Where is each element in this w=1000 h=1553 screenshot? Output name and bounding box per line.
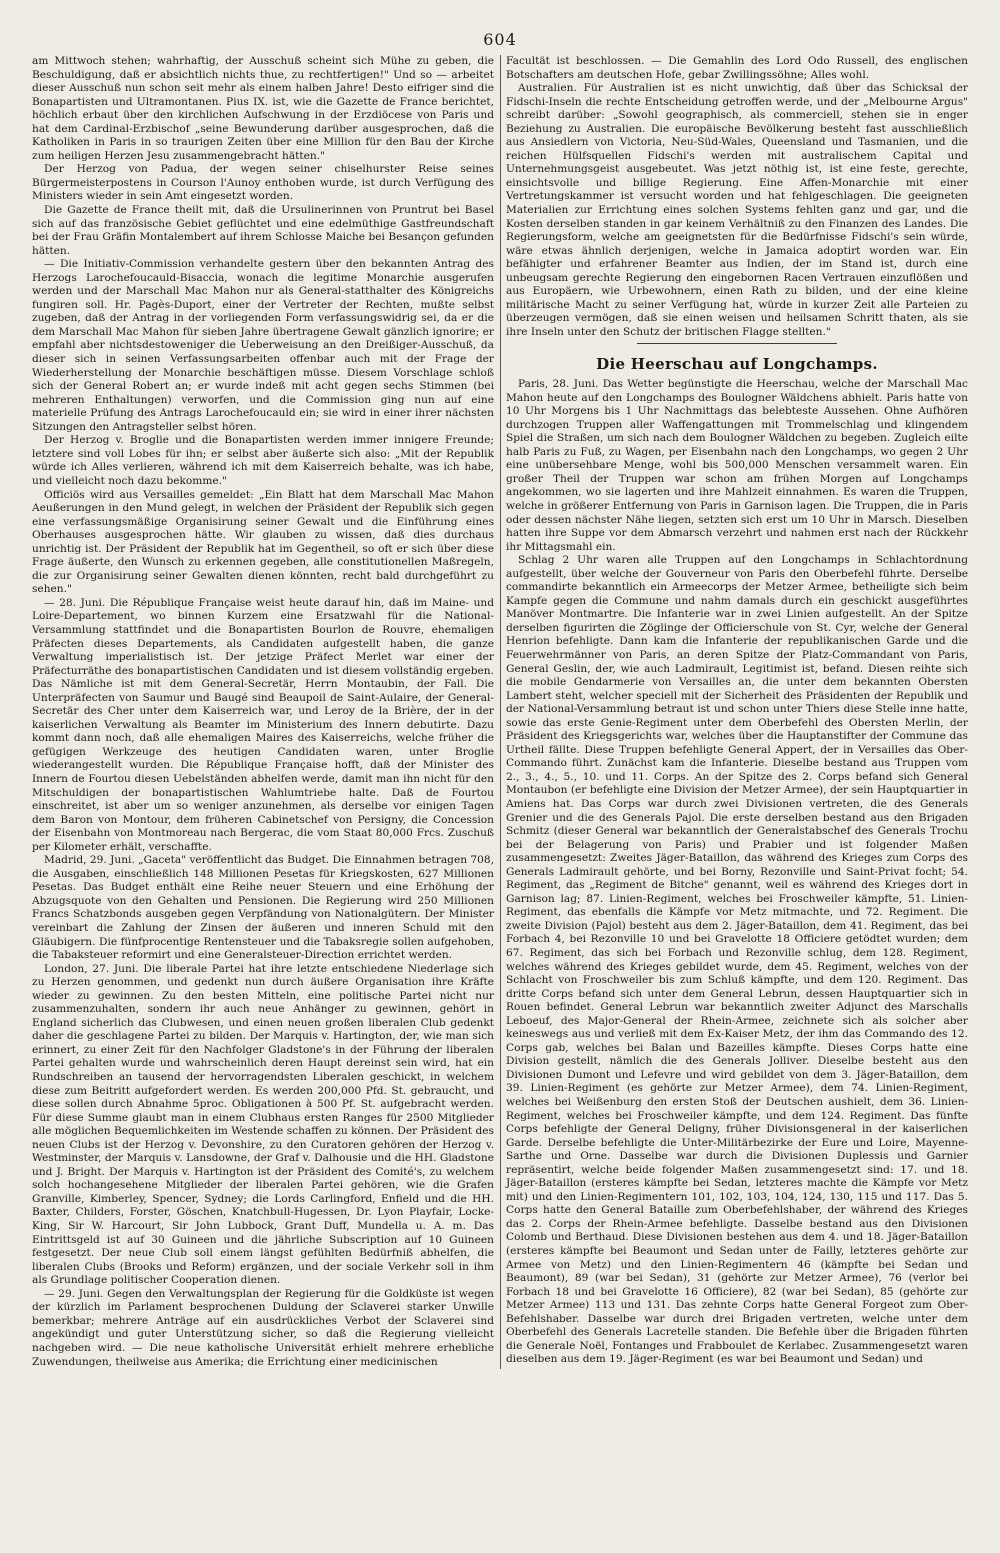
- column-rule: [500, 55, 501, 1369]
- paragraph: Die Gazette de France theilt mit, daß die Ursulinerinnen von Pruntrut bei Basel sich auf das französische Gebiet geflüchtet und eine edelmüthige Gastfreundschaft bei der Frau Gräfin Montalembert auf ihrem Schlosse Maiche bei Besançon gefunden hätten.: [32, 204, 494, 257]
- left-column: [32, 55, 494, 1369]
- paragraph: Paris, 28. Juni. Das Wetter begünstigte die Heerschau, welche der Marschall Mac Mahon heute auf den Longchamps des Boulogner Wäldchens abhielt. Paris hatte von 10 Uhr Morgens bis 1 Uhr Nachmittags das belebteste Aussehen. Ohne Aufhören durchzogen Truppen aller Waffengattungen mit Trommelschlag und klingendem Spiel die Straßen, um sich nach dem Boulogner Wäldchen zu begeben. Zugleich eilte halb Paris zu Fuß, zu Wagen, per Eisenbahn nach den Longchamps, wo gegen 2 Uhr eine unübersehbare Menge, wohl bis 500,000 Menschen versammelt waren. Ein großer Theil der Truppen war schon am frühen Morgen auf Longchamps angekommen, wo sie lagerten und ihre Mahlzeit einnahmen. Es waren die Truppen, welche in größerer Entfernung von Paris in Garnison lagen. Die Truppen, die in Paris oder dessen nächster Nähe liegen, setzten sich erst um 10 Uhr in Marsch. Dieselben hatten ihre Suppe vor dem Abmarsch verzehrt und nahmen erst nach der Rückkehr ihr Mittagsmahl ein.: [506, 378, 968, 553]
- paragraph: — 28. Juni. Die République Française weist heute darauf hin, daß im Maine- und Loire-Departement, wo binnen Kurzem eine Ersatzwahl für die National-Versammlung stattfindet und die Bonapartisten Bourlon de Rouvre, ehemaligen Präfecten dieses Departements, als Candidaten aufgestellt haben, die ganze Verwaltung imperialistisch ist. Der jetzige Präfect Merlet war einer der Präfecturräthe des bonapartistischen Candidaten und ist diesem vollständig ergeben. Das Nämliche ist mit dem General-Secretär, Herrn Montaubin, der Fall. Die Unterpräfecten von Saumur und Baugé sind Beaupoil de Saint-Aulaire, der General-Secretär des Cher unter dem Kaiserreich war, und Leroy de la Brière, der in der kaiserlichen Verwaltung als Beamter im Ministerium des Innern debutirte. Dazu kommt dann noch, daß alle ehemaligen Maires des Kaiserreichs, welche früher die gefügigen Werkzeuge des heutigen Candidaten waren, unter Broglie wiederangestellt wurden. Die République Française hofft, daß der Minister des Innern de Fourtou diesen Uebelständen abhelfen werde, damit man ihn nicht für den Mitschuldigen der bonapartistischen Wahlumtriebe halte. Daß de Fourtou einschreitet, ist aber um so weniger anzunehmen, als derselbe vor einigen Tagen dem Baron von Montour, dem früheren Cabinetschef von Persigny, die Concession der Eisenbahn von Montmoreau nach Bergerac, die vom Staat 80,000 Frcs. Zuschuß per Kilometer erhält, verschaffte.: [32, 596, 494, 853]
- paragraph: Schlag 2 Uhr waren alle Truppen auf den Longchamps in Schlachtordnung aufgestellt, über welche der Gouverneur von Paris den Oberbefehl führte. Derselbe commandirte bekanntlich ein Armeecorps der Metzer Armee, betheiligte sich beim Kampfe gegen die Commune und nahm damals durch ein geschickt ausgeführtes Manöver Montmartre. Die Infanterie war in zwei Linien aufgestellt. An der Spitze derselben figurirten die Zöglinge der Officierschule von St. Cyr, welche der General Henrion befehligte. Dann kam die Infanterie der republikanischen Garde und die Feuerwehrmänner von Paris, an deren Spitze der Platz-Commandant von Paris, General Geslin, der, wie auch Ladmirault, Legitimist ist, befand. Diesen reihte sich die mobile Gendarmerie von Versailles an, die unter dem bekannten Obersten Lambert steht, welcher speciell mit der Sicherheit des Präsidenten der Republik und der National-Versammlung betraut ist und schon unter Thiers diese Stelle inne hatte, sowie das erste Genie-Regiment unter dem Oberbefehl des Obersten Merlin, der Präsident des Kriegsgerichts war, welches über die Hauptanstifter der Commune das Urtheil fällte. Diese Truppen befehligte General Appert, der in Versailles das Ober-Commando führt. Zunächst kam die Infanterie. Dieselbe bestand aus Truppen vom 2., 3., 4., 5., 10. und 11. Corps. An der Spitze des 2. Corps befand sich General Montaubon (er befehligte eine Division der Metzer Armee), der sein Hauptquartier in Amiens hat. Das Corps war durch zwei Divisionen vertreten, die des Generals Grenier und die des Generals Pajol. Die erste derselben bestand aus den Brigaden Schmitz (dieser General war bekanntlich der Generalstabschef des Generals Trochu bei der Belagerung von Paris) und Prabier und ist folgender Maßen zusammengesetzt: Zweites Jäger-Bataillon, das während des Krieges zum Corps des Generals Ladmirault gehörte, und bei Borny, Rezonville und Saint-Privat focht; 54. Regiment, das „Regiment de Bitche" genannt, weil es während des Krieges dort in Garnison lag; 87. Linien-Regiment, welches bei Froschweiler kämpfte, 51. Linien-Regiment, das ebenfalls die Kämpfe vor Metz mitmachte, und 72. Regiment. Die zweite Division (Pajol) besteht aus dem 2. Jäger-Bataillon, dem 41. Regiment, das bei Forbach 4, bei Rezonville 10 und bei Gravelotte 18 Officiere getödtet wurden; dem 67. Regiment, das sich bei Forbach und Rezonville schlug, dem 128. Regiment, welches während des Krieges gebildet wurde, dem 45. Regiment, welches von der Schlacht von Froschweiler bis zum Schluß kämpfte, und dem 120. Regiment. Das dritte Corps befand sich unter dem General Lebrun, dessen Hauptquartier sich in Rouen befindet. General Lebrun war bekanntlich zweiter Adjunct des Marschalls Leboeuf, des Major-General der Rhein-Armee, zeichnete sich als solcher aber keineswegs aus und verließ mit dem Ex-Kaiser Metz, der ihm das Commando des 12. Corps gab, welches bei Balan und Bazeilles kämpfte. Dieses Corps hatte eine Division gestellt, nämlich die des Generals Jolliver. Dieselbe besteht aus den Divisionen Dumont und Lefevre und wird gebildet von dem 3. Jäger-Bataillon, dem 39. Linien-Regiment (es gehörte zur Metzer Armee), dem 74. Linien-Regiment, welches bei Weißenburg den ersten Stoß der Deutschen aushielt, dem 36. Linien-Regiment, welches bei Froschweiler kämpfte, und dem 124. Regiment. Das fünfte Corps befehligte der General Deligny, früher Divisionsgeneral in der kaiserlichen Garde. Derselbe befehligte die Unter-Militärbezirke der Eure und Loire, Mayenne-Sarthe und Orne. Dasselbe war durch die Divisionen Duplessis und Garnier repräsentirt, welche beide folgender Maßen zusammengesetzt sind: 17. und 18. Jäger-Bataillon (ersteres kämpfte bei Sedan, letzteres machte die Kämpfe vor Metz mit) und den Linien-Regimentern 101, 102, 103, 104, 124, 130, 115 und 117. Das 5. Corps hatte den General Bataille zum Oberbefehlshaber, der während des Krieges das 2. Corps der Rhein-Armee befehligte. Dasselbe bestand aus den Divisionen Colomb und Berthaud. Diese Divisionen bestehen aus dem 4. und 18. Jäger-Bataillon (ersteres kämpfte bei Beaumont und Sedan unter de Failly, letzteres gehörte zur Armee von Metz) und den Linien-Regimentern 46 (kämpfte bei Sedan und Beaumont), 89 (war bei Sedan), 31 (gehörte zur Metzer Armee), 76 (verlor bei Forbach 18 und bei Gravelotte 16 Officiere), 82 (war bei Sedan), 85 (gehörte zur Metzer Armee) 113 und 131. Das zehnte Corps hatte General Forgeot zum Ober-Befehlshaber. Dasselbe war durch drei Brigaden vertreten, welche unter dem Oberbefehl des Generals Lacretelle standen. Die Befehle über die Brigaden führten die Generale Noël, Fontanges und Frabboulet de Kerlabec. Zusammengesetzt waren dieselben aus dem 19. Jäger-Regiment (es war bei Beaumont und Sedan) und: [506, 554, 968, 1366]
- paragraph: — 29. Juni. Gegen den Verwaltungsplan der Regierung für die Goldküste ist wegen der kürzlich im Parlament besprochenen Duldung der Sclaverei starker Unwille bemerkbar; mehrere Anträge auf ein ausdrückliches Verbot der Sclaverei sind angekündigt und guter Unterstützung sicher, so daß die Regierung vielleicht nachgeben wird. — Die neue katholische Universität erhielt mehrere erhebliche Zuwendungen, theilweise aus Amerika; die Errichtung einer medicinischen: [32, 1287, 494, 1368]
- section-heading: Die Heerschau auf Longchamps.: [596, 355, 878, 374]
- paragraph: Officiös wird aus Versailles gemeldet: „Ein Blatt hat dem Marschall Mac Mahon Aeußerungen in den Mund gelegt, in welchen der Präsident der Republik sich gegen eine verfassungsmäßige Organisirung seiner Gewalt und die Einführung eines Oberhauses ausgesprochen hätte. Wir glauben zu wissen, daß dies durchaus unrichtig ist. Der Präsident der Republik hat im Gegentheil, so oft er sich über diese Frage äußerte, den Wunsch zu erkennen gegeben, alle constitutionellen Maßregeln, die zur Organisirung seiner Gewalten dienen könnten, recht bald durchgeführt zu sehen.": [32, 488, 494, 596]
- paragraph: Madrid, 29. Juni. „Gaceta" veröffentlicht das Budget. Die Einnahmen betragen 708, die Ausgaben, einschließlich 148 Millionen Pesetas für Kriegskosten, 627 Millionen Pesetas. Das Budget enthält eine Reihe neuer Steuern und eine Erhöhung der Abzugsquote von den Gehalten und Pensionen. Die Regierung wird 250 Millionen Francs Schatzbonds ausgeben gegen Verpfändung von Nationalgütern. Der Minister vereinbart die Zahlung der Zinsen der äußeren und inneren Schuld mit den Gläubigern. Die fünfprocentige Rentensteuer und die Tabaksregie sollen aufgehoben, die Tabaksteuer reformirt und eine Generalsteuer-Direction errichtet werden.: [32, 854, 494, 962]
- paragraph: Facultät ist beschlossen. — Die Gemahlin des Lord Odo Russell, des englischen Botschafters am deutschen Hofe, gebar Zwillingssöhne; Alles wohl.: [506, 55, 968, 81]
- paragraph: — Die Initiativ-Commission verhandelte gestern über den bekannten Antrag des Herzogs Larochefoucauld-Bisaccia, wonach die legitime Monarchie ausgerufen werden und der Marschall Mac Mahon nur als General-statthalter des Königreichs fungiren soll. Hr. Pagès-Duport, einer der Vertreter der Rechten, mußte selbst zugeben, daß der Antrag in der vorliegenden Form verfassungswidrig sei, da er die dem Marschall Mac Mahon für sieben Jahre übertragene Gewalt gänzlich ignorire; er empfahl aber nichtsdestoweniger die Ueberweisung an den Dreißiger-Ausschuß, da dieser sich in seinen Verfassungsarbeiten offenbar auch mit der Frage der Wiederherstellung der Monarchie beschäftigen müsse. Diesem Vorschlage schloß sich der General Robert an; er wurde indeß mit acht gegen sechs Stimmen (bei mehreren Enthaltungen) verworfen, und die Commission ging nun auf eine materielle Prüfung des Antrags Larochefoucauld ein; sie wird in einer ihrer nächsten Sitzungen den Antragsteller selbst hören.: [32, 258, 494, 433]
- heading-rule: [637, 343, 837, 344]
- paragraph: Der Herzog von Padua, der wegen seiner chiselhurster Reise seines Bürgermeisterpostens in Courson l'Aunoy enthoben wurde, ist durch Verfügung des Ministers wieder in sein Amt eingesetzt worden.: [32, 163, 494, 203]
- paragraph: Der Herzog v. Broglie und die Bonapartisten werden immer innigere Freunde; letztere sind voll Lobes für ihn; er selbst aber äußerte sich also: „Mit der Republik würde ich Alles verlieren, während ich mit dem Kaiserreich behalte, was ich habe, und vielleicht noch dazu bekomme.": [32, 434, 494, 487]
- paragraph: London, 27. Juni. Die liberale Partei hat ihre letzte entschiedene Niederlage sich zu Herzen genommen, und gedenkt nun durch äußere Organisation ihre Kräfte wieder zu gewinnen. Zu den besten Mitteln, eine politische Partei nicht nur zusammenzuhalten, sondern ihr auch neue Anhänger zu gewinnen, gehört in England sicherlich das Clubwesen, und einen neuen großen liberalen Club gedenkt daher die geschlagene Partei zu bilden. Der Marquis v. Hartington, der, wie man sich erinnert, zu einer Zeit für den Nachfolger Gladstone's in der Führung der liberalen Partei gehalten wurde und wahrscheinlich deren Haupt dereinst sein wird, hat ein Rundschreiben an tausend der hervorragendsten Liberalen geschickt, in welchem diese zum Beitritt aufgefordert werden. Es werden 200,000 Pfd. St. gebraucht, und diese sollen durch Abnahme 5proc. Obligationen à 500 Pf. St. aufgebracht werden. Für diese Summe glaubt man in einem Clubhaus ersten Ranges für 2500 Mitglieder alle möglichen Bequemlichkeiten im Westende schaffen zu können. Der Präsident des neuen Clubs ist der Herzog v. Devonshire, zu den Curatoren gehören der Herzog v. Westminster, der Marquis v. Lansdowne, der Graf v. Dalhousie und die HH. Gladstone und J. Bright. Der Marquis v. Hartington ist der Präsident des Comité's, zu welchem solch hochangesehene Mitglieder der liberalen Partei gehören, wie die Grafen Granville, Kimberley, Spencer, Sydney; die Lords Carlingford, Enfield und die HH. Baxter, Childers, Forster, Göschen, Knatchbull-Hugessen, Dr. Lyon Playfair, Locke-King, Sir W. Harcourt, Sir John Lubbock, Grant Duff, Mundella u. A. m. Das Eintrittsgeld ist auf 30 Guineen und die jährliche Subscription auf 10 Guineen festgesetzt. Der neue Club soll einem längst gefühlten Bedürfniß abhelfen, die liberalen Clubs (Brooks und Reform) ergänzen, und der sociale Verkehr soll in ihm als Grundlage politischer Cooperation dienen.: [32, 962, 494, 1287]
- right-column: [506, 55, 968, 1369]
- paragraph: am Mittwoch stehen; wahrhaftig, der Ausschuß scheint sich Mühe zu geben, die Beschuldigung, daß er absichtlich nichts thue, zu rechtfertigen!" Und so — arbeitet dieser Ausschuß nun schon seit mehr als einem halben Jahre! Desto eifriger sind die Bonapartisten und Ultramontanen. Pius IX. ist, wie die Gazette de France berichtet, höchlich erbaut über den kirchlichen Aufschwung in der Erzdiöcese von Paris und hat dem Cardinal-Erzbischof „seine Bewunderung darüber ausgesprochen, daß die Katholiken in Paris in so traurigen Zeiten über eine Million für den Bau der Kirche zum heiligen Herzen Jesu zusammengebracht hätten.": [32, 55, 494, 162]
- page-number: 604: [483, 30, 517, 49]
- columns: [32, 55, 968, 1369]
- paragraph: Australien. Für Australien ist es nicht unwichtig, daß über das Schicksal der Fidschi-Inseln die rechte Entscheidung getroffen werde, und der „Melbourne Argus" schreibt darüber: „Sowohl geographisch, als commerciell, stehen sie in enger Beziehung zu Australien. Die europäische Bevölkerung besteht fast ausschließlich aus Ansiedlern von Victoria, Neu-Süd-Wales, Queensland und Tasmanien, und die reichen Hülfsquellen Fidschi's werden mit australischem Capital und Unternehmungsgeist ausgebeutet. Was jetzt nöthig ist, ist eine feste, gerechte, einsichtsvolle und billige Regierung. Eine Affen-Monarchie mit einer Vertretungskammer ist versucht worden und hat fehlgeschlagen. Die geeigneten Materialien zur Errichtung eines solchen Systems fehlten ganz und gar, und die Kosten derselben standen in gar keinem Verhältniß zu den Finanzen des Landes. Die Regierungsform, welche am geeignetsten für die Bedürfnisse Fidschi's sein würde, wäre etwas ähnlich derjenigen, welche in Jamaica adoptirt worden war. Ein befähigter und erfahrener Beamter aus Indien, der im Stand ist, durch eine unbeugsam gerechte Regierung den eingebornen Racen Vertrauen einzuflößen und aus Europäern, wie Urbewohnern, einen Rath zu bilden, und der eine kleine militärische Macht zu seiner Verfügung hat, würde in kurzer Zeit alle Parteien zu überzeugen vermögen, daß sie einen weisen und heilsamen Schritt thaten, als sie ihre Inseln unter den Schutz der britischen Flagge stellten.": [506, 82, 968, 338]
